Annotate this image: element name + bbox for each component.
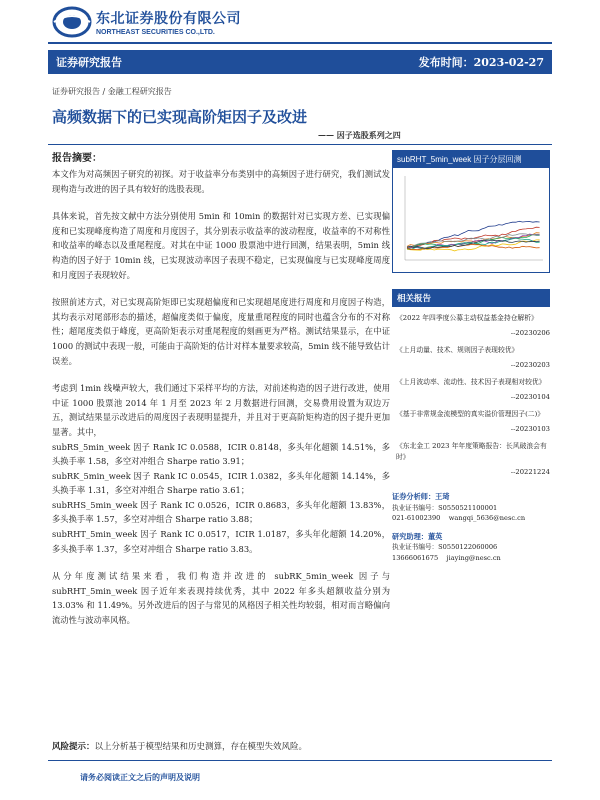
breadcrumb: 证券研究报告 / 金融工程研究报告 (52, 87, 172, 96)
assistant-email[interactable]: jiaying@nesc.cn (446, 553, 501, 562)
assistant-block (392, 532, 550, 564)
factor-stat: subRHT_5min_week 因子 Rank IC 0.0517，ICIR 1.0187，多头年化超额 14.20%，多头换手率 1.37，多空对冲组合 Sharpe ratio 3.83。 (52, 529, 390, 554)
summary-paragraph: 考虑到 1min 线噪声较大，我们通过下采样平均的方法，对前述构造的因子进行改进，使用中证 1000 股票池 2014 年 1 月至 2023 年 2 月数据进行回测，交易费用设置为双边万五，测试结果显示改进后的周度因子表现明显提升，并且对于更高阶矩构造的因子提升更加显著。其中， (52, 383, 390, 437)
disclaimer-footer: 请务必阅读正文之后的声明及说明 (80, 772, 200, 782)
analyst-phone: 021-61002390 (392, 514, 441, 522)
summary-paragraph: 本文作为对高频因子研究的初探。对于收益率分布类别中的高频因子进行研究，我们测试发现构造与改进的因子具有较好的选股表现。 (52, 169, 390, 194)
summary-paragraph: 按照前述方式，对已实现高阶矩即已实现超偏度和已实现超尾度进行周度和月度因子构造，其均表示对尾部形态的描述，超偏度类似于偏度，度量重尾程度的同时也蕴含分布的不对称性；超尾度类似于峰度，更高阶矩表示对重尾程度的刻画更为严格。测试结果显示，在中证 1000 的测试中表现一般，可能由于高阶矩的估计对样本量要求较高，5min 线不能导致估计误差。 (52, 297, 390, 366)
risk-warning (52, 740, 307, 752)
related-report-title[interactable]: 《基于非常规金流模型的真实溢价管理因子(二)》 (396, 410, 545, 418)
risk-text: 以上分析基于模型结果和历史测算，存在模型失效风险。 (94, 742, 308, 752)
title-divider (48, 144, 552, 145)
summary-heading: 报告摘要： (52, 153, 102, 164)
analyst-block (392, 492, 550, 524)
analyst-email[interactable]: wangqi_5636@nesc.cn (448, 514, 526, 522)
header-divider (48, 42, 552, 44)
sidebar (392, 150, 550, 563)
related-report-date: --20230206 (510, 329, 550, 337)
chart-area (393, 168, 549, 272)
logo-emblem-icon (52, 6, 92, 38)
footer-divider (48, 760, 552, 761)
related-reports-list (392, 313, 550, 478)
assistant-role: 研究助理：董英 (392, 531, 443, 541)
layered-backtest-chart (393, 168, 549, 272)
company-logo (52, 6, 241, 38)
analyst-role: 证券分析师：王琦 (392, 492, 450, 501)
chart-panel (392, 150, 550, 273)
related-report-title[interactable]: 《东北金工 2023 年年度策略报告：长风破浪会有时》 (396, 442, 547, 461)
report-banner (48, 50, 552, 74)
related-report-title[interactable]: 《上月波动率、流动性、技术因子表现相对较优》 (396, 378, 546, 386)
report-type-label: 证券研究报告 (56, 56, 122, 69)
related-report-title[interactable]: 《2022 年四季度公募主动权益基金持仓解析》 (396, 314, 538, 322)
summary-closing: 从分年度测试结果来看，我们构造并改进的 subRK_5min_week 因子与 subRHT_5min_week 因子近年来表现持续优秀，其中 2022 年多头超额收益分别为 13.03% 和 11.49%。另外改进后的因子与常见的风格因子相关性均较弱，相对而言略偏向流动性与波动率风格。 (52, 571, 390, 626)
factor-stat: subRK_5min_week 因子 Rank IC 0.0545，ICIR 1.0382，多头年化超额 14.14%，多头换手率 1.31，多空对冲组合 Sharpe ratio 3.61； (52, 470, 390, 496)
summary-section (52, 152, 390, 641)
chart-series-line (407, 234, 540, 247)
brand-name-en: NORTHEAST SECURITIES CO.,LTD. (96, 29, 215, 36)
assistant-cert: 执业证书编号：S0550122060006 (392, 543, 498, 551)
factor-stat: subRS_5min_week 因子 Rank IC 0.0588，ICIR 0.8148，多头年化超额 14.51%，多头换手率 1.58，多空对冲组合 Sharpe ratio 3.91； (52, 441, 390, 467)
chart-title: subRHT_5min_week 因子分层回测 (393, 151, 549, 168)
related-report-date: --20230104 (510, 393, 550, 401)
related-reports-heading: 相关报告 (392, 289, 550, 307)
assistant-phone: 13666061675 (392, 553, 439, 562)
factor-stat: subRHS_5min_week 因子 Rank IC 0.0526，ICIR 0.8683，多头年化超额 13.83%，多头换手率 1.57，多空对冲组合 Sharpe ratio 3.88； (52, 499, 390, 525)
report-subtitle: —— 因子选股系列之四 (318, 130, 401, 140)
brand-name-cn: 东北证券股份有限公司 (96, 11, 241, 27)
summary-paragraph: 具体来说，首先按文献中方法分别使用 5min 和 10min 的数据针对已实现方差、已实现偏度和已实现峰度构造了周度和月度因子，其分别表示收益率的波动程度，收益率的不对称性和收益率的峰态以及重尾程度。对其在中证 1000 股票池中进行回测，结果表明，5min 线构造的因子好于 10min 线，已实现波动率因子表现不稳定，已实现偏度与已实现峰度周度和月度因子表现较好。 (52, 211, 390, 280)
related-report-date: --20230203 (510, 361, 550, 369)
risk-label: 风险提示： (52, 742, 95, 752)
publish-date: 发布时间：2023-02-27 (418, 56, 544, 69)
related-report-date: --20221224 (510, 468, 550, 476)
analyst-cert: 执业证书编号：S0550521100001 (392, 503, 498, 512)
related-report-title[interactable]: 《上月动量、技术、规则因子表现较优》 (396, 346, 519, 354)
report-title: 高频数据下的已实现高阶矩因子及改进 (52, 108, 308, 126)
related-report-date: --20230103 (510, 425, 550, 433)
